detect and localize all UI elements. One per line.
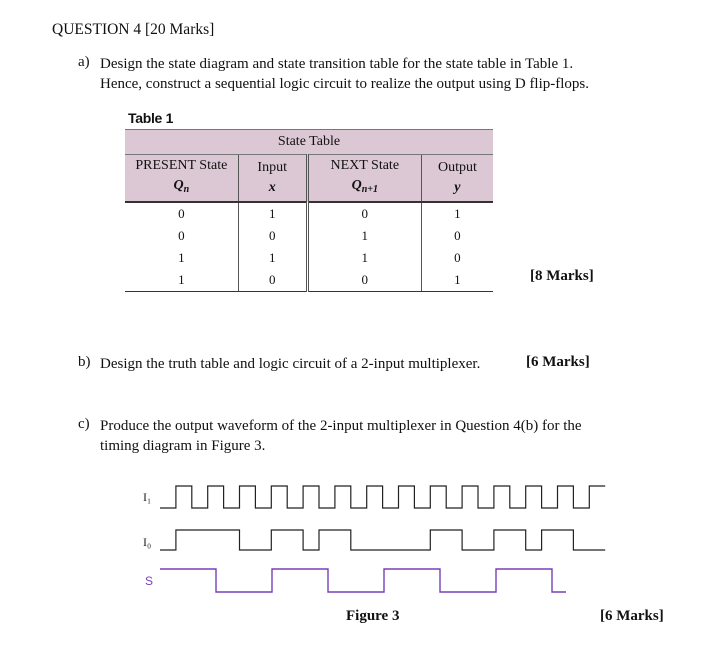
col-header-subscript: n+1 <box>361 184 378 195</box>
table-cell: 0 <box>125 202 238 225</box>
question-heading: QUESTION 4 [20 Marks] <box>52 21 215 38</box>
table-cell: 1 <box>421 269 493 292</box>
table-cell: 1 <box>307 225 421 247</box>
part-b-marks: [6 Marks] <box>526 354 590 370</box>
col-header-symbol: y <box>454 180 461 195</box>
table-cell: 0 <box>238 225 307 247</box>
part-c-label: c) <box>78 416 90 432</box>
table-cell: 0 <box>125 225 238 247</box>
table-cell: 1 <box>238 247 307 269</box>
part-b-text: Design the truth table and logic circuit of a 2-input multiplexer. <box>100 356 481 372</box>
signal-label-i0: I₀ <box>143 535 152 549</box>
part-a-line2: Hence, construct a sequential logic circuit to realize the output using D flip-flops. <box>100 76 590 92</box>
figure-caption: Figure 3 <box>346 608 400 624</box>
part-a-marks: [8 Marks] <box>530 268 594 284</box>
col-header-symbol: Q <box>351 178 362 193</box>
part-b-label: b) <box>78 354 91 370</box>
table-cell: 0 <box>454 250 461 265</box>
col-header-label: PRESENT State <box>135 158 228 173</box>
signal-label-s: S <box>145 574 154 588</box>
waveform-s <box>160 569 566 592</box>
table-cell: 0 <box>307 202 421 225</box>
table-cell: 0 <box>238 269 307 292</box>
table-caption: Table 1 <box>128 110 174 126</box>
col-header-label: NEXT State <box>330 158 400 173</box>
part-c-line2: timing diagram in Figure 3. <box>100 438 266 454</box>
part-a-line1: Design the state diagram and state transition table for the state table in Table 1. <box>100 56 574 72</box>
col-header-label: Input <box>257 160 287 175</box>
table-cell: 0 <box>307 269 421 292</box>
state-table-title: State Table <box>125 130 493 155</box>
col-header-subscript: n <box>183 184 190 195</box>
table-cell: 1 <box>238 202 307 225</box>
part-a-label: a) <box>78 54 90 70</box>
col-header-symbol: x <box>268 180 276 195</box>
table-cell: 1 <box>454 206 461 221</box>
table-cell: 1 <box>125 247 238 269</box>
col-header-symbol: Q <box>173 178 184 193</box>
signal-label-i1: I₁ <box>143 490 152 504</box>
waveform-i1 <box>160 486 605 508</box>
table-cell: 0 <box>454 228 461 243</box>
col-header-label: Output <box>437 160 477 175</box>
table-cell: 1 <box>125 269 238 292</box>
table-cell: 1 <box>307 247 421 269</box>
part-c-marks: [6 Marks] <box>600 608 664 624</box>
part-c-line1: Produce the output waveform of the 2-input multiplexer in Question 4(b) for the <box>100 418 582 434</box>
waveform-i0 <box>160 530 605 550</box>
